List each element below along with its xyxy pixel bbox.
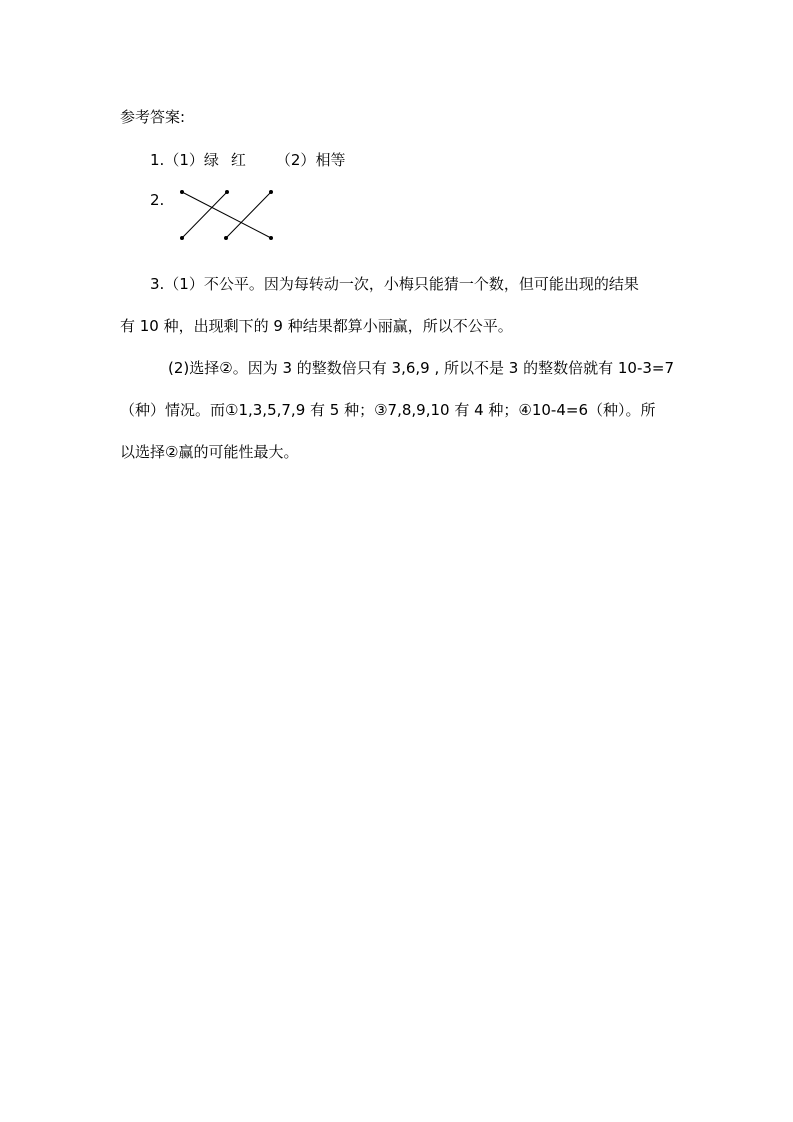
question-1-answer <box>150 150 345 170</box>
question-1-part2-answer: 相等 <box>315 151 346 169</box>
match-line-top2-bottom1 <box>182 192 227 238</box>
match-dot-bottom1 <box>180 236 184 240</box>
match-dot-top1 <box>180 190 184 194</box>
match-line-top3-bottom2 <box>226 192 271 238</box>
answer-heading: 参考答案: <box>120 108 186 126</box>
match-line-top1-bottom3 <box>182 192 271 238</box>
match-dot-bottom2 <box>224 236 228 240</box>
question-1-part2-label: （2） <box>275 151 316 169</box>
question-3-text-line-2: 有 10 种，出现剩下的 9 种结果都算小丽赢，所以不公平。 <box>120 317 513 335</box>
question-3-text-line-1: 3.（1）不公平。因为每转动一次，小梅只能猜一个数，但可能出现的结果 <box>150 275 639 293</box>
question-1-number: 1. <box>150 151 165 169</box>
match-dot-top3 <box>269 190 273 194</box>
question-3-text-line-5: 以选择②赢的可能性最大。 <box>120 443 299 461</box>
question-3-text-line-3: (2)选择②。因为 3 的整数倍只有 3,6,9 , 所以不是 3 的整数倍就有 10-3=7 <box>168 359 675 377</box>
question-3-text-line-4: （种）情况。而①1,3,5,7,9 有 5 种；③7,8,9,10 有 4 种；④10-4=6（种）。所 <box>120 401 656 419</box>
question-1-part1-answer-b: 红 <box>230 151 246 169</box>
question-1-part1-label: （1） <box>164 151 204 169</box>
question-1-part1-answer-a: 绿 <box>203 151 219 169</box>
match-dot-top2 <box>225 190 229 194</box>
question-2-number: 2. <box>150 191 165 209</box>
matching-lines-diagram <box>175 186 279 246</box>
match-dot-bottom3 <box>269 236 273 240</box>
